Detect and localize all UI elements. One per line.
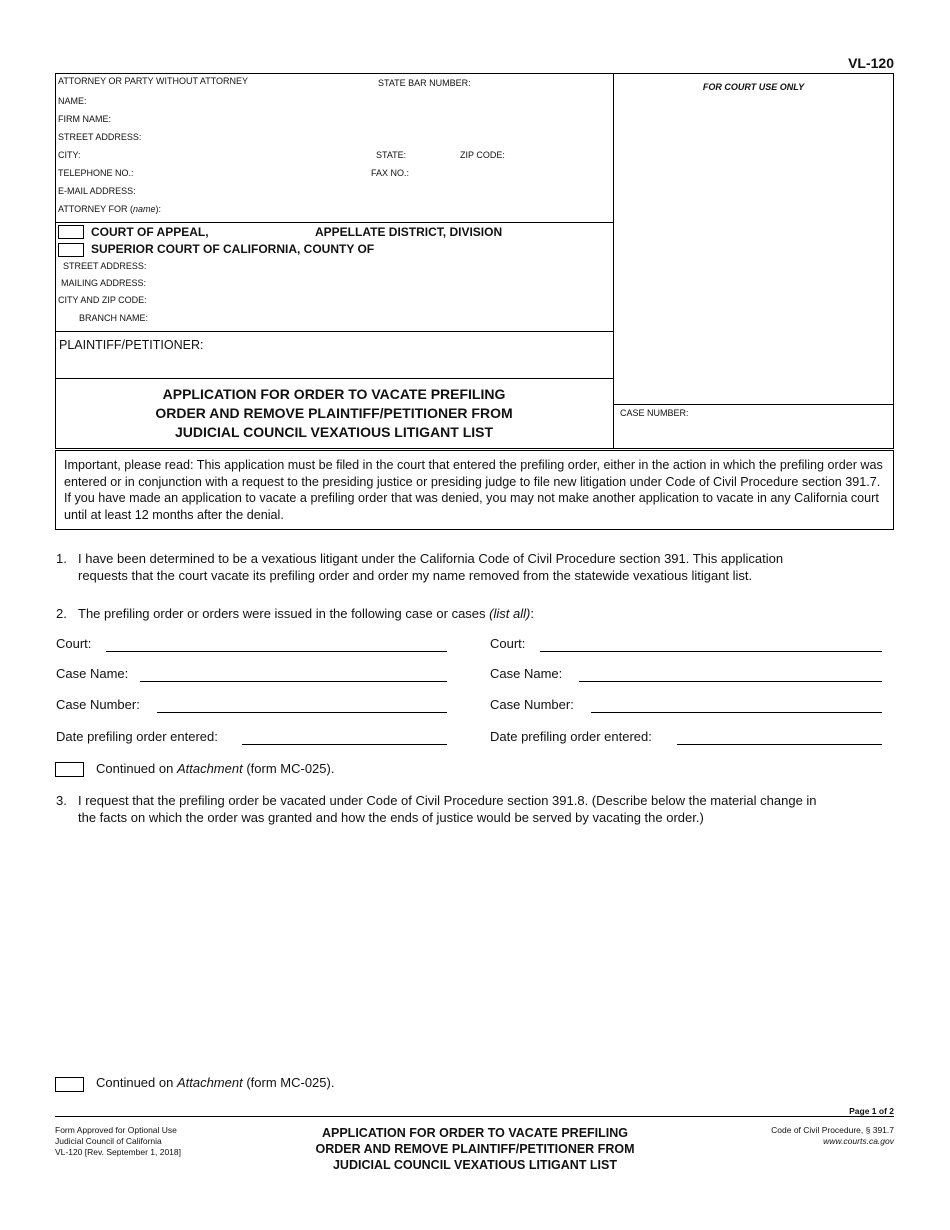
court-city-zip-label: CITY AND ZIP CODE: (58, 295, 147, 305)
city-label: CITY: (58, 150, 81, 160)
court-use-label: FOR COURT USE ONLY (702, 82, 805, 92)
footer-reference: Code of Civil Procedure, § 391.7 www.courts.ca.gov (771, 1125, 894, 1146)
date-entered-input-left[interactable] (242, 744, 447, 745)
footer-approval: Form Approved for Optional Use Judicial Council of California VL-120 [Rev. September 1, 2018] (55, 1125, 182, 1157)
date-entered-input-right[interactable] (677, 744, 882, 745)
form-number: VL-120 (848, 55, 894, 71)
street-label: STREET ADDRESS: (58, 132, 142, 142)
case-number-label: CASE NUMBER: (620, 408, 689, 418)
continued-attachment-checkbox-1[interactable] (55, 762, 84, 777)
superior-court-label: SUPERIOR COURT OF CALIFORNIA, COUNTY OF (91, 242, 375, 256)
state-label: STATE: (376, 150, 407, 160)
divider-court-party (55, 331, 613, 332)
superior-court-checkbox[interactable] (58, 243, 84, 257)
footer-rule (55, 1116, 894, 1117)
divider-party-title (55, 378, 613, 379)
case-name-input-right[interactable] (579, 681, 882, 682)
date-entered-label-left: Date prefiling order entered: (56, 729, 218, 744)
item-3-response-area[interactable] (56, 830, 894, 1070)
case-name-label-left: Case Name: (56, 666, 129, 681)
case-number-label-left: Case Number: (56, 697, 140, 712)
continued-attachment-label-1: Continued on Attachment (form MC-025). (96, 761, 335, 776)
plaintiff-label: PLAINTIFF/PETITIONER: (59, 338, 204, 352)
appellate-district-label: APPELLATE DISTRICT, DIVISION (315, 225, 503, 239)
page-number: Page 1 of 2 (849, 1106, 894, 1116)
court-field-label-right: Court: (490, 636, 526, 651)
court-street-label: STREET ADDRESS: (63, 261, 147, 271)
court-branch-label: BRANCH NAME: (79, 313, 149, 323)
court-of-appeal-label: COURT OF APPEAL, (91, 225, 209, 239)
court-input-left[interactable] (106, 651, 447, 652)
footer-title: APPLICATION FOR ORDER TO VACATE PREFILING ORDER AND REMOVE PLAINTIFF/PETITIONER FROM JUDICIAL COUNCIL VEXATIOUS LITIGANT LIST (315, 1126, 635, 1172)
fax-label: FAX NO.: (371, 168, 410, 178)
attorney-label: ATTORNEY OR PARTY WITHOUT ATTORNEY (58, 76, 249, 86)
continued-attachment-label-2: Continued on Attachment (form MC-025). (96, 1075, 335, 1090)
case-number-input-right[interactable] (591, 712, 882, 713)
form-title: APPLICATION FOR ORDER TO VACATE PREFILING ORDER AND REMOVE PLAINTIFF/PETITIONER FROM JUDICIAL COUNCIL VEXATIOUS LITIGANT LIST (155, 386, 513, 440)
courts-website-link[interactable]: www.courts.ca.gov (823, 1136, 894, 1146)
divider-attorney-court (55, 222, 613, 223)
date-entered-label-right: Date prefiling order entered: (490, 729, 652, 744)
court-mailing-label: MAILING ADDRESS: (61, 278, 147, 288)
caption-divider (613, 73, 614, 449)
case-number-input-left[interactable] (157, 712, 447, 713)
email-label: E-MAIL ADDRESS: (58, 186, 136, 196)
name-label: NAME: (58, 96, 87, 106)
continued-attachment-checkbox-2[interactable] (55, 1077, 84, 1092)
court-field-label-left: Court: (56, 636, 92, 651)
divider-court-use-case-number (613, 404, 894, 405)
telephone-label: TELEPHONE NO.: (58, 168, 134, 178)
state-bar-label: STATE BAR NUMBER: (378, 78, 471, 88)
court-input-right[interactable] (540, 651, 882, 652)
court-of-appeal-checkbox[interactable] (58, 225, 84, 239)
firm-label: FIRM NAME: (58, 114, 111, 124)
important-notice: Important, please read: This application must be filed in the court that entered the prefiling order, either in the action in which the prefiling order was entered or in conjunction with a request to the presiding justice or presiding judge to file new litigation under Code of Civil Procedure section 391.7. If you have made an application to vacate a prefiling order that was denied, you may not make another application to vacate in any California court until at least 12 months after the denial. (55, 450, 894, 530)
attorney-for-label: ATTORNEY FOR (name): (58, 204, 162, 214)
case-number-label-right: Case Number: (490, 697, 574, 712)
case-name-label-right: Case Name: (490, 666, 563, 681)
zip-label: ZIP CODE: (460, 150, 505, 160)
case-name-input-left[interactable] (140, 681, 447, 682)
